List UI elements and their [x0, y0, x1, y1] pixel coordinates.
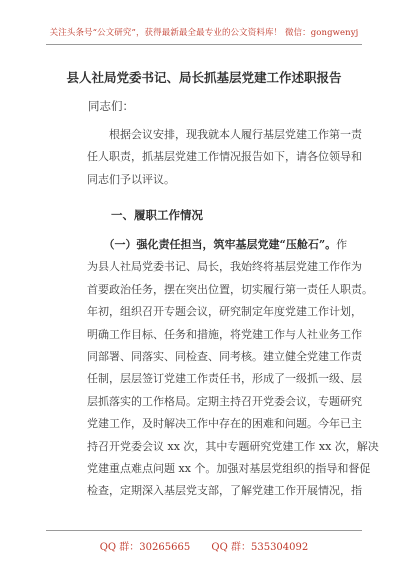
body-line: 层抓落实的工作格局。定期主持召开党委会议，专题研究: [87, 394, 362, 408]
section-heading: 一、履职工作情况: [111, 208, 203, 222]
body-line: 任制，层层签订党建工作责任书，形成了一级抓一级、层: [87, 372, 362, 386]
section-paragraph: [87, 234, 379, 503]
footer-divider: [46, 530, 362, 531]
header-note: 关注头条号“公文研究”，获得最新最全最专业的公文资料库！ 微信：gongwenyj: [49, 28, 359, 38]
body-line: 明确工作目标、任务和措施，将党建工作与人社业务工作: [87, 327, 362, 341]
body-line: 为县人社局党委书记、局长，我始终将基层党建工作作为: [87, 260, 362, 274]
body-line: 同部署、同落实、同检查、同考核。建立健全党建工作责: [87, 349, 362, 363]
body-line: 年初，组织召开专题会议，研究制定年度党建工作计划，: [87, 305, 362, 319]
point-lead: （一）强化责任担当，筑牢基层党建“压舱石”。: [87, 238, 337, 251]
header-divider: [46, 44, 362, 45]
footer-qq-group-1: QQ 群：30265665: [99, 542, 191, 553]
body-line: 持召开党委会议 xx 次，其中专题研究党建工作 xx 次，解决: [87, 439, 379, 453]
intro-line: 同志们予以评议。: [87, 172, 175, 186]
body-line: 党建重点难点问题 xx 个。加强对基层党组织的指导和督促: [87, 461, 371, 475]
footer-qq-group-2: QQ 群：535304092: [211, 542, 309, 553]
point-lead-line: [87, 234, 348, 256]
intro-paragraph: [87, 124, 362, 191]
document-title: 县人社局党委书记、局长抓基层党建工作述职报告: [66, 70, 342, 85]
intro-line: 根据会议安排，现我就本人履行基层党建工作第一责: [87, 128, 362, 141]
body-line: 党建工作，及时解决工作中存在的困难和问题。今年已主: [87, 417, 362, 431]
intro-line: 任人职责，抓基层党建工作情况报告如下，请各位领导和: [87, 150, 362, 164]
salutation: 同志们：: [88, 99, 134, 113]
point-lead-tail: 作: [336, 238, 348, 251]
footer: [0, 538, 408, 553]
body-line: 检查，定期深入基层党支部，了解党建工作开展情况，指: [87, 484, 362, 498]
body-line: 首要政治任务，摆在突出位置，切实履行第一责任人职责。: [87, 282, 373, 296]
